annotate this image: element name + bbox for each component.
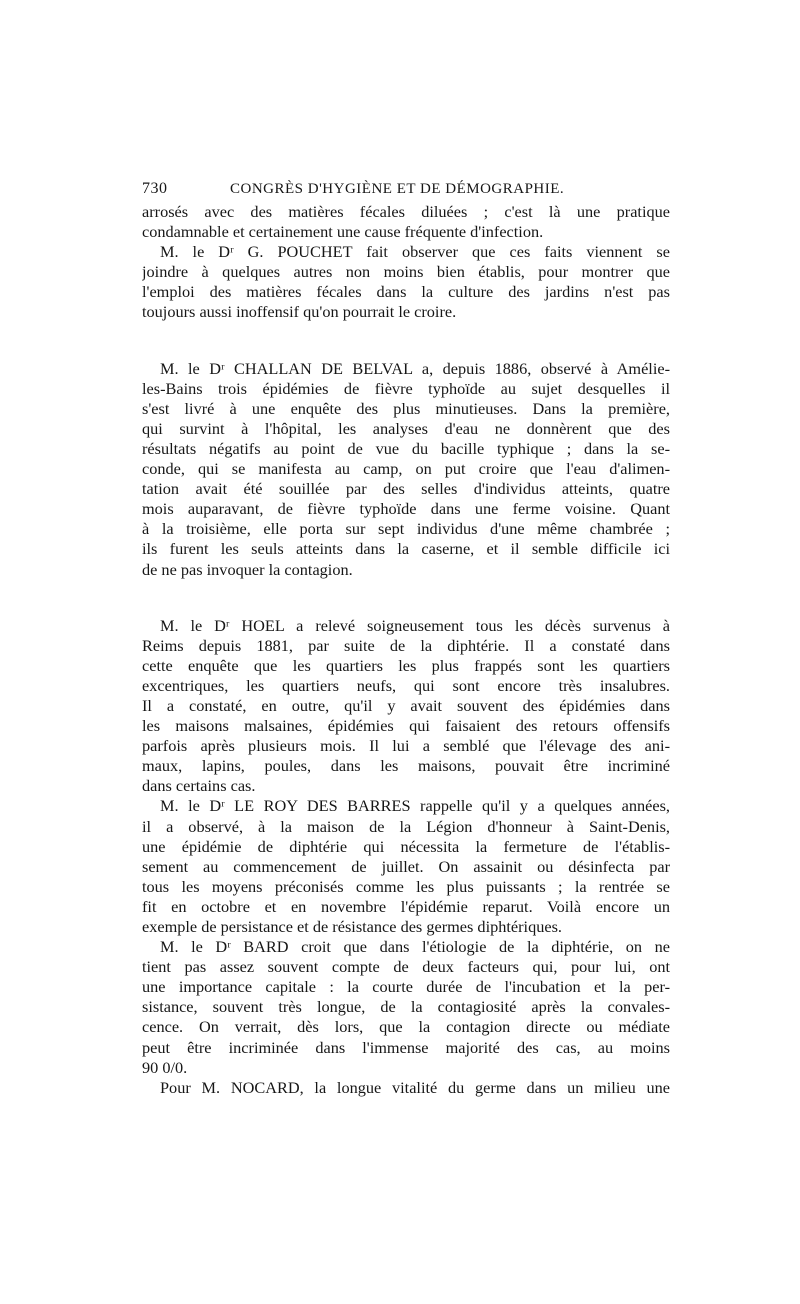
text-line: Pour M. NOCARD, la longue vitalité du germe dans un milieu une xyxy=(160,1077,670,1097)
text-line: sement au commencement de juillet. On assainit ou désinfecta par xyxy=(142,856,670,876)
text-line: M. le Dʳ G. POUCHET fait observer que ces faits viennent se xyxy=(160,242,670,262)
text-line: arrosés avec des matières fécales diluées ; c'est là une pratique xyxy=(142,202,670,221)
paragraph-hoel xyxy=(142,616,670,797)
text-line: une épidémie de diphtérie qui nécessita la fermeture de l'établis- xyxy=(142,836,670,856)
text-line: M. le Dʳ LE ROY DES BARRES rappelle qu'il y a quelques années, xyxy=(160,796,670,816)
paragraph-nocard xyxy=(142,1078,670,1098)
text-line: peut être incriminée dans l'immense majorité des cas, au moins xyxy=(142,1037,670,1057)
text-line: parfois après plusieurs mois. Il lui a semblé que l'élevage des ani- xyxy=(142,736,670,756)
text-line: dans certains cas. xyxy=(142,776,256,796)
paragraph-continuation xyxy=(142,202,670,242)
text-line: cence. On verrait, dès lors, que la contagion directe ou médiate xyxy=(142,1017,670,1037)
text-line: conde, qui se manifesta au camp, on put croire que l'eau d'alimen- xyxy=(142,459,670,479)
paragraph-le-roy-des-barres xyxy=(142,796,670,937)
text-line: M. le Dʳ HOEL a relevé soigneusement tous les décès survenus à xyxy=(160,615,670,635)
text-line: tation avait été souillée par des selles d'individus atteints, quatre xyxy=(142,479,670,499)
text-line: toujours aussi inoffensif qu'on pourrait le croire. xyxy=(142,302,457,322)
text-line: à la troisième, elle porta sur sept individus d'une même chambrée ; xyxy=(142,519,670,539)
text-line: Reims depuis 1881, par suite de la diphtérie. Il a constaté dans xyxy=(142,635,670,655)
text-line: de ne pas invoquer la contagion. xyxy=(142,559,353,579)
text-line: maux, lapins, poules, dans les maisons, pouvait être incriminé xyxy=(142,756,670,776)
text-line: les-Bains trois épidémies de fièvre typhoïde au sujet desquelles il xyxy=(142,378,670,398)
text-line: condamnable et certainement une cause fréquente d'infection. xyxy=(142,222,544,242)
text-line: ils furent les seuls atteints dans la caserne, et il semble difficile ici xyxy=(142,539,670,559)
text-line: cette enquête que les quartiers les plus frappés sont les quartiers xyxy=(142,655,670,675)
text-line: 90 0/0. xyxy=(142,1057,188,1077)
text-line: résultats négatifs au point de vue du bacille typhique ; dans la se- xyxy=(142,438,670,458)
text-line: l'emploi des matières fécales dans la culture des jardins n'est pas xyxy=(142,282,670,302)
text-line: Il a constaté, en outre, qu'il y avait souvent des épidémies dans xyxy=(142,695,670,715)
text-line: joindre à quelques autres non moins bien établis, pour montrer que xyxy=(142,262,670,282)
text-line: sistance, souvent très longue, de la contagiosité après la convales- xyxy=(142,997,670,1017)
text-line: mois auparavant, de fièvre typhoïde dans une ferme voisine. Quant xyxy=(142,499,670,519)
text-line: excentriques, les quartiers neufs, qui sont encore très insalubres. xyxy=(142,675,670,695)
running-head xyxy=(142,180,670,198)
paragraph-challan-de-belval xyxy=(142,359,670,580)
text-line: fit en octobre et en novembre l'épidémie reparut. Voilà encore un xyxy=(142,896,670,916)
text-line: M. le Dʳ BARD croit que dans l'étiologie de la diphtérie, on ne xyxy=(160,937,670,957)
text-line: tient pas assez souvent compte de deux facteurs qui, pour lui, ont xyxy=(142,957,670,977)
paragraph-bard xyxy=(142,937,670,1078)
text-line: exemple de persistance et de résistance des germes diphtériques. xyxy=(142,917,562,936)
text-line: s'est livré à une enquête des plus minutieuses. Dans la première, xyxy=(142,398,670,418)
document-page xyxy=(142,180,670,1098)
paragraph-pouchet xyxy=(142,242,670,322)
text-line: les maisons malsaines, épidémies qui faisaient des retours offensifs xyxy=(142,716,670,736)
text-line: une importance capitale : la courte durée de l'incubation et la per- xyxy=(142,977,670,997)
text-line: M. le Dʳ CHALLAN DE BELVAL a, depuis 1886, observé à Amélie- xyxy=(160,358,670,378)
text-line: tous les moyens préconisés comme les plus puissants ; la rentrée se xyxy=(142,876,670,896)
text-line: qui survint à l'hôpital, les analyses d'eau ne donnèrent que des xyxy=(142,418,670,438)
page-number: 730 xyxy=(142,180,168,197)
text-line: il a observé, à la maison de la Légion d'honneur à Saint-Denis, xyxy=(142,816,670,836)
running-title: CONGRÈS D'HYGIÈNE ET DE DÉMOGRAPHIE. xyxy=(230,181,565,197)
